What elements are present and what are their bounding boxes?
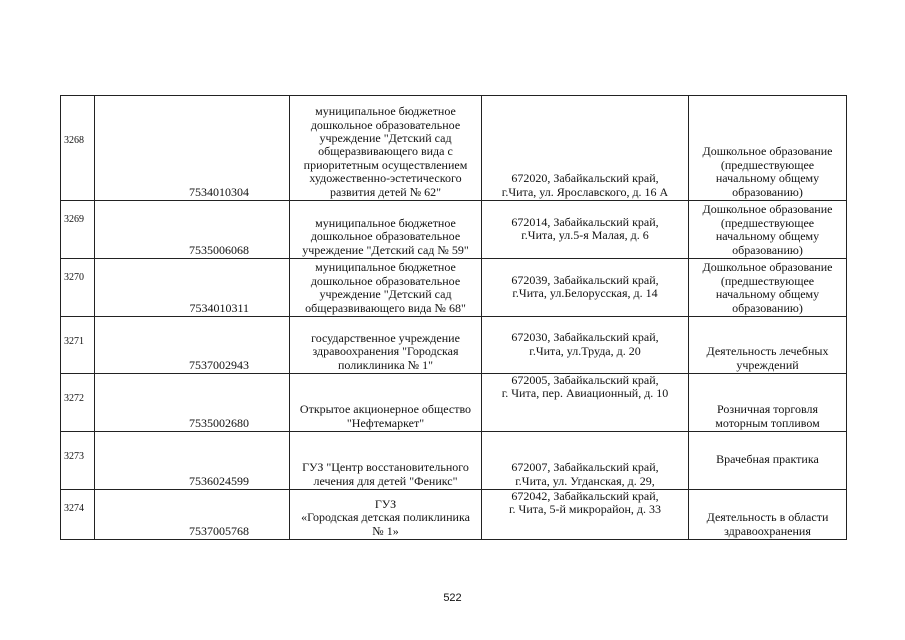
table-row <box>61 432 847 490</box>
page-number: 522 <box>443 592 462 604</box>
inn-cell: 7535006068 <box>95 201 290 259</box>
inn-cell: 7537002943 <box>95 317 290 374</box>
row-number: 3268 <box>61 96 95 201</box>
row-number: 3269 <box>61 201 95 259</box>
inn-cell: 7535002680 <box>95 374 290 432</box>
row-number: 3272 <box>61 374 95 432</box>
inn-cell: 7534010304 <box>95 96 290 201</box>
organization-name-cell: муниципальное бюджетное дошкольное образовательное учреждение "Детский сад общеразвивающего вида с приоритетным осуществлением художественно-эстетического развития детей № 62" <box>290 96 482 201</box>
activity-cell: Деятельность в области здравоохранения <box>689 490 847 540</box>
organization-name-cell: Открытое акционерное общество "Нефтемаркет" <box>290 374 482 432</box>
address-cell: 672020, Забайкальский край, г.Чита, ул. Ярославского, д. 16 А <box>482 96 689 201</box>
activity-cell: Врачебная практика <box>689 432 847 490</box>
activity-cell: Розничная торговля моторным топливом <box>689 374 847 432</box>
inn-cell: 7536024599 <box>95 432 290 490</box>
inn-cell: 7537005768 <box>95 490 290 540</box>
row-number: 3270 <box>61 259 95 317</box>
table-row <box>61 201 847 259</box>
row-number: 3274 <box>61 490 95 540</box>
organization-name-cell: ГУЗ "Центр восстановительного лечения для детей "Феникс" <box>290 432 482 490</box>
table-row <box>61 490 847 540</box>
activity-cell: Деятельность лечебных учреждений <box>689 317 847 374</box>
table-row <box>61 317 847 374</box>
organization-name-cell: муниципальное бюджетное дошкольное образовательное учреждение "Детский сад общеразвивающего вида № 68" <box>290 259 482 317</box>
inn-cell: 7534010311 <box>95 259 290 317</box>
address-cell: 672039, Забайкальский край, г.Чита, ул.Белорусская, д. 14 <box>482 259 689 317</box>
registry-table <box>60 95 847 540</box>
activity-cell: Дошкольное образование (предшествующее начальному общему образованию) <box>689 201 847 259</box>
row-number: 3271 <box>61 317 95 374</box>
address-cell: 672005, Забайкальский край, г. Чита, пер. Авиационный, д. 10 <box>482 374 689 432</box>
activity-cell: Дошкольное образование (предшествующее начальному общему образованию) <box>689 259 847 317</box>
organization-name-cell: муниципальное бюджетное дошкольное образовательное учреждение "Детский сад № 59" <box>290 201 482 259</box>
address-cell: 672042, Забайкальский край, г. Чита, 5-й микрорайон, д. 33 <box>482 490 689 540</box>
address-cell: 672014, Забайкальский край, г.Чита, ул.5-я Малая, д. 6 <box>482 201 689 259</box>
organization-name-cell: ГУЗ «Городская детская поликлиника № 1» <box>290 490 482 540</box>
address-cell: 672030, Забайкальский край, г.Чита, ул.Труда, д. 20 <box>482 317 689 374</box>
table-row <box>61 259 847 317</box>
table-row <box>61 96 847 201</box>
organization-name-cell: государственное учреждение здравоохранения "Городская поликлиника № 1" <box>290 317 482 374</box>
row-number: 3273 <box>61 432 95 490</box>
address-cell: 672007, Забайкальский край, г.Чита, ул. Угданская, д. 29, <box>482 432 689 490</box>
table-row <box>61 374 847 432</box>
activity-cell: Дошкольное образование (предшествующее начальному общему образованию) <box>689 96 847 201</box>
